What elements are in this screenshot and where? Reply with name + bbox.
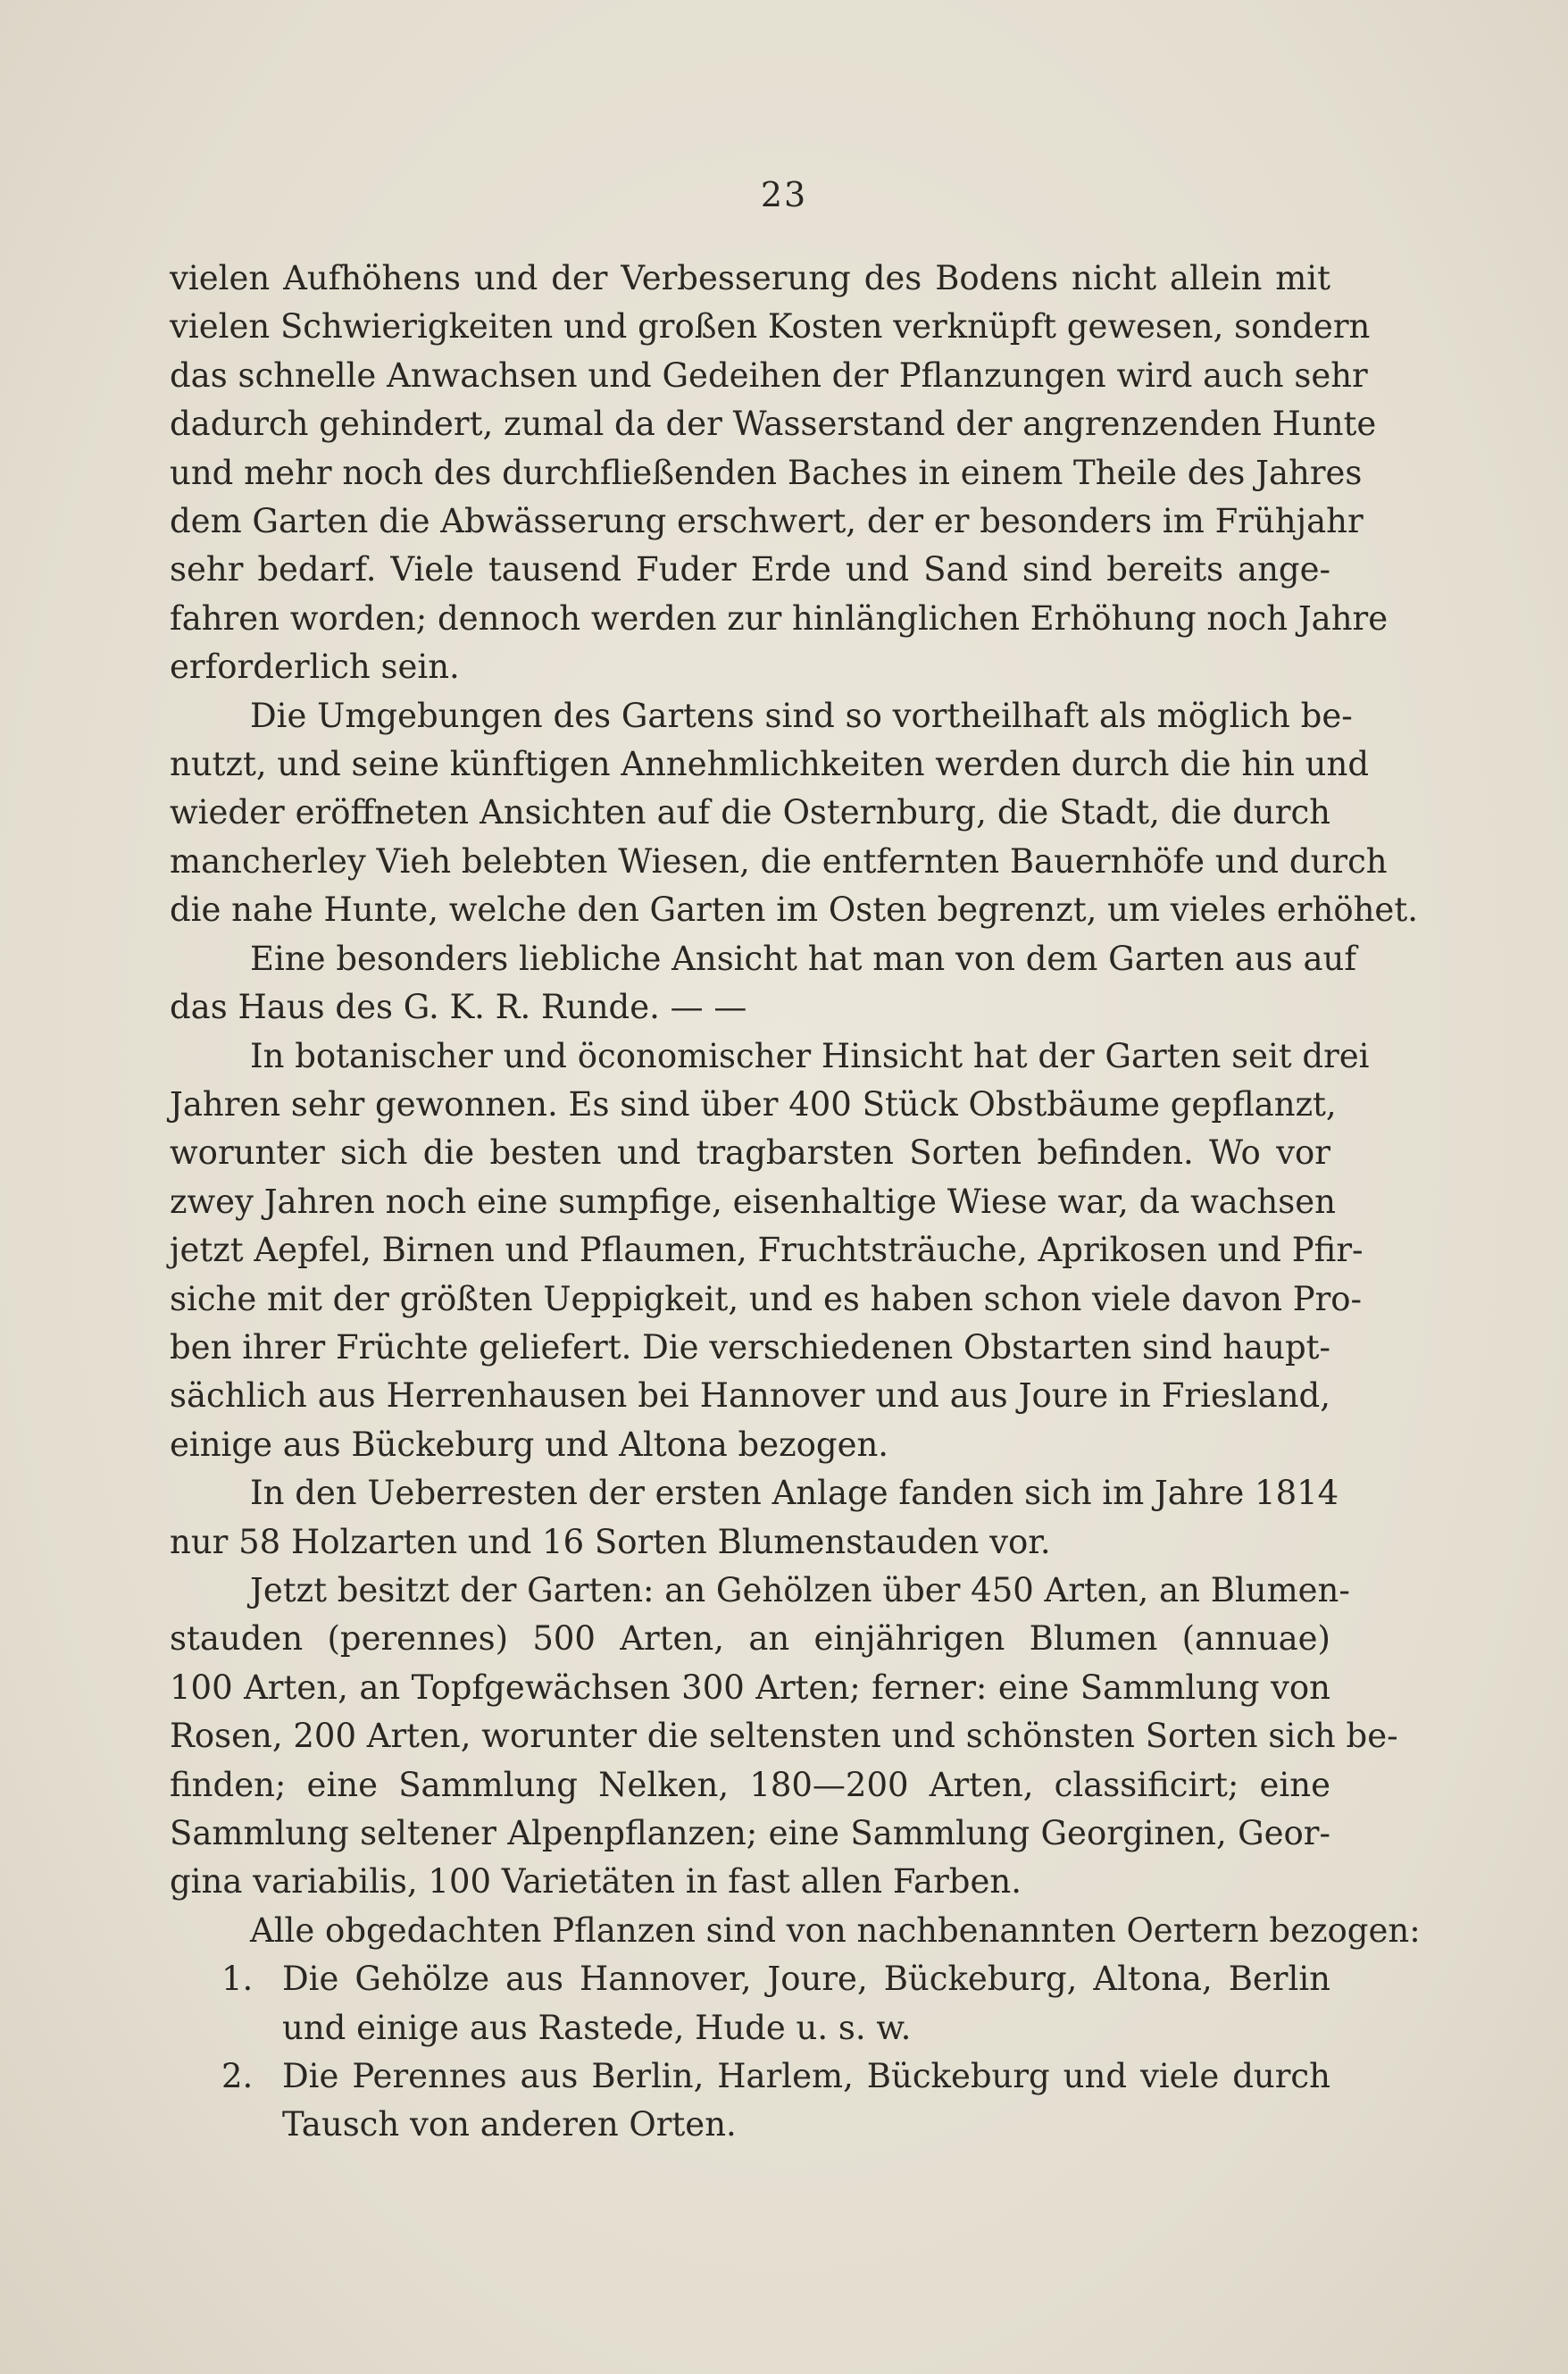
- text-line: dem Garten die Abwässerung erschwert, der er besonders im Frühjahr: [170, 502, 1364, 541]
- text-line: und mehr noch des durchfließenden Baches in einem Theile des Jahres: [170, 453, 1363, 492]
- paragraph: [170, 255, 1389, 692]
- text-line: 100 Arten, an Topfgewächsen 300 Arten; ferner: eine Sammlung von: [170, 1668, 1330, 1707]
- text-line: Sammlung seltener Alpenpflanzen; eine Sammlung Georginen, Geor-: [170, 1814, 1330, 1852]
- text-line: finden; eine Sammlung Nelken, 180—200 Arten, classificirt; eine: [170, 1765, 1330, 1804]
- text-line: stauden (perennes) 500 Arten, an einjährigen Blumen (annuae): [170, 1619, 1330, 1659]
- text-line: gina variabilis, 100 Varietäten in fast allen Farben.: [170, 1862, 1022, 1902]
- text-line: wieder eröffneten Ansichten auf die Osternburg, die Stadt, die durch: [170, 793, 1330, 832]
- text-line: zwey Jahren noch eine sumpfige, eisenhaltige Wiese war, da wachsen: [170, 1182, 1336, 1221]
- text-line: In den Ueberresten der ersten Anlage fanden sich im Jahre 1814: [250, 1474, 1339, 1513]
- paragraph: [170, 1469, 1339, 1567]
- text-line: vielen Schwierigkeiten und großen Kosten verknüpft gewesen, sondern: [170, 307, 1371, 347]
- paragraph: [170, 1567, 1398, 1907]
- text-line: nutzt, und seine künftigen Annehmlichkeiten werden durch die hin und: [170, 745, 1370, 784]
- text-line: Tausch von anderen Orten.: [282, 2105, 737, 2144]
- text-line: Die Umgebungen des Gartens sind so vortheilhaft als möglich be-: [250, 696, 1353, 735]
- list-item: [170, 1955, 1330, 2052]
- text-line: sächlich aus Herrenhausen bei Hannover und aus Joure in Friesland,: [170, 1376, 1330, 1416]
- text-line: Alle obgedachten Pflanzen sind von nachbenannten Oertern bezogen:: [250, 1910, 1421, 1950]
- text-line: Jetzt besitzt der Garten: an Gehölzen über 450 Arten, an Blumen-: [250, 1570, 1350, 1609]
- paragraph: [170, 692, 1418, 935]
- paragraph: [170, 935, 1357, 1032]
- text-line: sehr bedarf. Viele tausend Fuder Erde und Sand sind bereits ange-: [170, 550, 1330, 589]
- text-line: In botanischer und öconomischer Hinsicht hat der Garten seit drei: [250, 1036, 1370, 1075]
- page-number: 23: [760, 175, 808, 214]
- text-line: Jahren sehr gewonnen. Es sind über 400 Stück Obstbäume gepflanzt,: [170, 1084, 1337, 1124]
- text-line: Rosen, 200 Arten, worunter die seltensten und schönsten Sorten sich be-: [170, 1717, 1398, 1756]
- text-line: siche mit der größten Ueppigkeit, und es haben schon viele davon Pro-: [170, 1279, 1363, 1318]
- text-line: Die Gehölze aus Hannover, Joure, Bückeburg, Altona, Berlin: [282, 1960, 1330, 1999]
- paragraph: [170, 1032, 1370, 1470]
- body-text: [170, 255, 1421, 2150]
- text-line: erforderlich sein.: [170, 648, 460, 687]
- text-line: mancherley Vieh belebten Wiesen, die entfernten Bauernhöfe und durch: [170, 841, 1388, 881]
- text-line: jetzt Aepfel, Birnen und Pflaumen, Fruchtsträuche, Aprikosen und Pfir-: [170, 1231, 1364, 1270]
- text-line: das schnelle Anwachsen und Gedeihen der Pflanzungen wird auch sehr: [170, 355, 1368, 395]
- text-line: die nahe Hunte, welche den Garten im Osten begrenzt, um vieles erhöhet.: [170, 890, 1418, 930]
- text-line: einige aus Bückeburg und Altona bezogen.: [170, 1425, 889, 1464]
- text-line: dadurch gehindert, zumal da der Wasserstand der angrenzenden Hunte: [170, 405, 1377, 444]
- list-item: [170, 2052, 1330, 2150]
- text-line: und einige aus Rastede, Hude u. s. w.: [282, 2008, 912, 2047]
- text-line: Eine besonders liebliche Ansicht hat man von dem Garten aus auf: [250, 939, 1357, 978]
- list-number: 1.: [221, 1960, 254, 1999]
- list-number: 2.: [221, 2057, 254, 2096]
- text-line: Die Perennes aus Berlin, Harlem, Bückeburg und viele durch: [282, 2057, 1330, 2096]
- text-line: das Haus des G. K. R. Runde. — —: [170, 988, 747, 1027]
- text-line: ben ihrer Früchte geliefert. Die verschiedenen Obstarten sind haupt-: [170, 1327, 1330, 1367]
- text-line: vielen Aufhöhens und der Verbesserung des Bodens nicht allein mit: [170, 259, 1330, 297]
- paragraph: [170, 1907, 1421, 1955]
- text-line: nur 58 Holzarten und 16 Sorten Blumenstauden vor.: [170, 1522, 1051, 1561]
- text-line: fahren worden; dennoch werden zur hinlänglichen Erhöhung noch Jahre: [170, 598, 1389, 638]
- text-line: worunter sich die besten und tragbarsten Sorten befinden. Wo vor: [170, 1133, 1330, 1173]
